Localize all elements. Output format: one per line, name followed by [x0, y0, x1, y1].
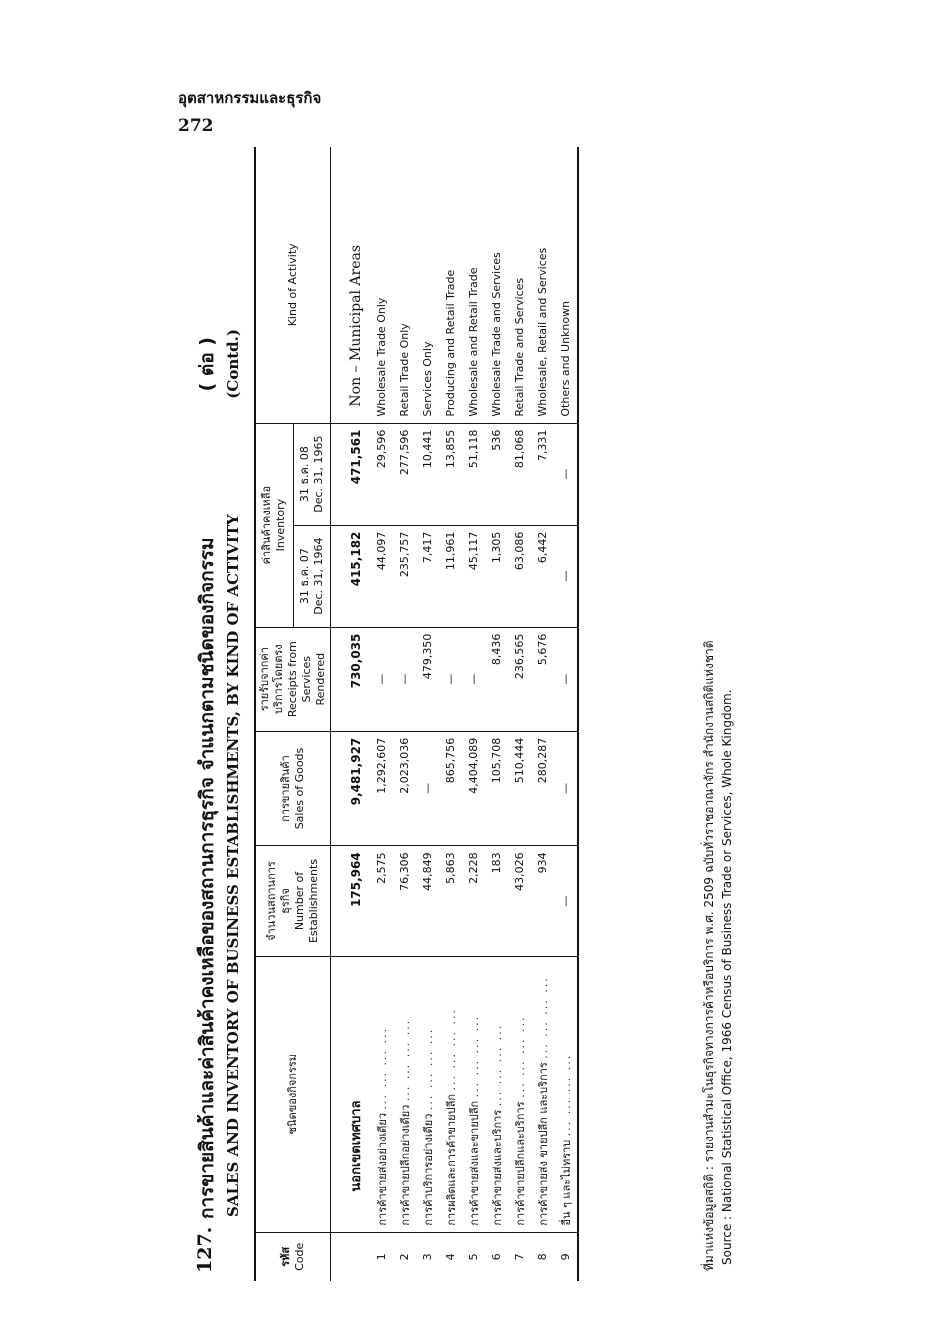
total-inv-1965: 471,561 [331, 423, 371, 525]
header-sales-th: การขายสินค้า [279, 755, 292, 822]
row-inv-1965: 277,596 [393, 423, 416, 525]
leader-dots: ... ... ... ... [398, 1018, 412, 1102]
row-inv-1965: 10,441 [416, 423, 439, 525]
row-activity-en: Retail Trade Only [393, 147, 416, 423]
header-establishments-th: จำนวนสถานการธุรกิจ [265, 861, 292, 941]
row-inv-1964: 1,305 [485, 525, 508, 627]
table-title-thai: การขายสินค้าและค่าสินค้าคงเหลือของสถานการธุรกิจ จำแนกตามชนิดของกิจกรรม [196, 537, 218, 1219]
header-inv-1965 [293, 423, 330, 525]
row-activity-en: Wholesale Trade Only [370, 147, 393, 423]
row-activity-th [416, 956, 439, 1232]
table-title-english: SALES AND INVENTORY OF BUSINESS ESTABLISHMENTS, BY KIND OF ACTIVITY [224, 514, 242, 1217]
table-contd-thai: ( ต่อ ) [196, 337, 218, 392]
row-code: 7 [513, 1253, 526, 1261]
row-code: 2 [398, 1253, 411, 1261]
row-establishments: 44,849 [416, 846, 439, 956]
leader-dots: ... ... ... ... [536, 976, 550, 1059]
table-contd-english: (Contd.) [224, 329, 242, 399]
leader-dots: ... ... ... ... [490, 1023, 504, 1107]
row-inv-1964: 45,117 [462, 525, 485, 627]
row-inv-1964: 7,417 [416, 525, 439, 627]
row-activity-th [462, 956, 485, 1232]
row-activity-th-text: การค้าบริการอย่างเดียว [421, 1113, 435, 1226]
table-title [190, 147, 224, 1281]
row-receipts: 236,565 [508, 627, 531, 731]
row-sales: — [554, 731, 578, 846]
header-inventory-th: ค่าสินค้าคงเหลือ [260, 485, 274, 565]
row-receipts: 479,350 [416, 627, 439, 731]
row-activity-th [485, 956, 508, 1232]
total-sales: 9,481,927 [331, 731, 371, 846]
row-inv-1965: 13,855 [439, 423, 462, 525]
table-row [393, 147, 416, 1281]
row-inv-1964: — [554, 525, 578, 627]
header-inv-1965-en: Dec. 31, 1965 [311, 435, 325, 513]
row-code: 9 [554, 1232, 578, 1281]
row-sales: 865,756 [439, 731, 462, 846]
row-code: 8 [536, 1253, 549, 1261]
row-establishments: — [554, 846, 578, 956]
row-establishments: 2,575 [370, 846, 393, 956]
row-sales: 2,023,036 [393, 731, 416, 846]
source-note-thai: ที่มาแห่งข้อมูลสถิติ : รายงานสำมะโนธุรกิจทางการค้าหรือบริการ พ.ศ. 2509 ฉบับทั่วราชอาณาจักร สำนักงานสถิติแห่งชาติ [702, 640, 716, 1271]
header-establishments-en: Number of Establishments [293, 859, 320, 944]
row-activity-th [370, 956, 393, 1232]
leader-dots: ... ... ... ... [467, 1014, 481, 1098]
table-row [416, 147, 439, 1281]
header-sales-en: Sales of Goods [293, 747, 306, 830]
row-receipts: 5,676 [531, 627, 554, 731]
row-receipts: — [439, 627, 462, 731]
total-code [331, 1232, 371, 1281]
row-inv-1965: 81,068 [508, 423, 531, 525]
row-activity-en: Services Only [416, 147, 439, 423]
page-number: 272 [178, 116, 214, 136]
row-sales: 4,404,089 [462, 731, 485, 846]
row-establishments: 76,306 [393, 846, 416, 956]
row-establishments: 183 [485, 846, 508, 956]
row-establishments: 934 [531, 846, 554, 956]
header-inv-1964-en: Dec. 31, 1964 [311, 537, 325, 615]
row-activity-th [531, 956, 554, 1232]
row-receipts: — [370, 627, 393, 731]
row-inv-1964: 11,961 [439, 525, 462, 627]
row-receipts: — [462, 627, 485, 731]
row-code: 5 [467, 1253, 480, 1261]
row-activity-th [554, 956, 578, 1232]
table-row [508, 147, 531, 1281]
header-inv-1964 [293, 525, 330, 627]
table-row [370, 147, 393, 1281]
row-activity-en: Producing and Retail Trade [439, 147, 462, 423]
row-activity-th-text: การค้าขายส่งและบริการ [490, 1109, 504, 1226]
row-inv-1965: 536 [485, 423, 508, 525]
row-sales: 510,444 [508, 731, 531, 846]
row-activity-th-text: การค้าขายส่งอย่างเดียว [375, 1112, 389, 1226]
row-inv-1964: 63,086 [508, 525, 531, 627]
row-inv-1964: 44,097 [370, 525, 393, 627]
row-activity-th-text: การค้าขายส่ง ขายปลีก และบริการ [536, 1062, 550, 1226]
header-establishments [255, 846, 331, 956]
header-inv-1964-th: 31 ธ.ค. 07 [297, 548, 311, 605]
row-activity-en: Wholesale Trade and Services [485, 147, 508, 423]
rotated-table-area [190, 147, 750, 1281]
row-inv-1964: 235,757 [393, 525, 416, 627]
running-head: อุตสาหกรรมและธุรกิจ [178, 89, 322, 107]
header-sales [255, 731, 331, 846]
table-row [439, 147, 462, 1281]
total-activity-th: นอกเขตเทศบาล [331, 956, 371, 1232]
row-activity-en: Others and Unknown [554, 147, 578, 423]
row-code: 6 [490, 1253, 503, 1261]
table-row [462, 147, 485, 1281]
row-activity-en: Wholesale, Retail and Services [531, 147, 554, 423]
row-establishments: 2,228 [462, 846, 485, 956]
header-receipts [255, 627, 331, 731]
row-sales: 280,287 [531, 731, 554, 846]
row-receipts: — [554, 627, 578, 731]
leader-dots: ... ... ... ... [559, 1053, 573, 1137]
row-sales: — [416, 731, 439, 846]
total-establishments: 175,964 [331, 846, 371, 956]
source-note-english: Source : National Statistical Office, 1966 Census of Business Trade or Services, Whole Kingdom. [720, 689, 734, 1265]
header-receipts-en: Receipts from Services Rendered [286, 641, 327, 718]
row-activity-th-text: การค้าขายส่งและขายปลีก [467, 1100, 481, 1226]
row-activity-en: Wholesale and Retail Trade [462, 147, 485, 423]
header-inv-1965-th: 31 ธ.ค. 08 [297, 446, 311, 503]
total-activity-en: Non – Municipal Areas [331, 147, 371, 423]
leader-dots: ... ... ... ... [444, 1008, 458, 1091]
row-establishments: 43,026 [508, 846, 531, 956]
header-inventory-en: Inventory [274, 498, 288, 552]
total-receipts: 730,035 [331, 627, 371, 731]
leader-dots: ... ... ... ... [375, 1027, 389, 1110]
table-number: 127. [194, 1226, 216, 1273]
row-activity-th [439, 956, 462, 1232]
header-code-en: Code [293, 1242, 306, 1271]
total-row [331, 147, 371, 1281]
header-code [255, 1232, 331, 1281]
row-activity-th-text: การค้าขายปลีกและบริการ [513, 1101, 527, 1226]
row-activity-th [508, 956, 531, 1232]
row-establishments: 5,863 [439, 846, 462, 956]
table-subtitle [222, 147, 246, 1281]
header-code-th: รหัส [279, 1246, 292, 1267]
header-activity-en-label: Kind of Activity [286, 243, 299, 327]
row-activity-en: Retail Trade and Services [508, 147, 531, 423]
header-activity-th [255, 956, 331, 1232]
row-sales: 105,708 [485, 731, 508, 846]
row-receipts: — [393, 627, 416, 731]
header-inventory [255, 423, 293, 627]
table-row [485, 147, 508, 1281]
row-activity-th [393, 956, 416, 1232]
data-table [254, 147, 579, 1281]
row-code: 1 [375, 1253, 388, 1261]
total-inv-1964: 415,182 [331, 525, 371, 627]
table-row [554, 147, 578, 1281]
row-inv-1964: 6,442 [531, 525, 554, 627]
row-inv-1965: — [554, 423, 578, 525]
row-code: 4 [444, 1253, 457, 1261]
row-sales: 1,292,607 [370, 731, 393, 846]
row-activity-th-text: การผลิตและการค้าขายปลีก [444, 1093, 458, 1226]
row-inv-1965: 7,331 [531, 423, 554, 525]
row-activity-th-text: การค้าขายปลีกอย่างเดียว [398, 1104, 412, 1226]
row-inv-1965: 51,118 [462, 423, 485, 525]
leader-dots: ... ... ... ... [421, 1027, 435, 1111]
header-receipts-th: รายรับจากค่าบริการโดยตรง [258, 644, 285, 714]
row-code: 3 [421, 1253, 434, 1261]
header-activity-en [255, 147, 331, 423]
table-row [531, 147, 554, 1281]
row-inv-1965: 29,596 [370, 423, 393, 525]
header-activity-th-label: ชนิดของกิจกรรม [286, 1053, 299, 1135]
leader-dots: ... ... ... ... [513, 1015, 527, 1098]
row-receipts: 8,436 [485, 627, 508, 731]
row-activity-th-text: อื่น ๆ และไม่ทราบ [559, 1139, 573, 1226]
